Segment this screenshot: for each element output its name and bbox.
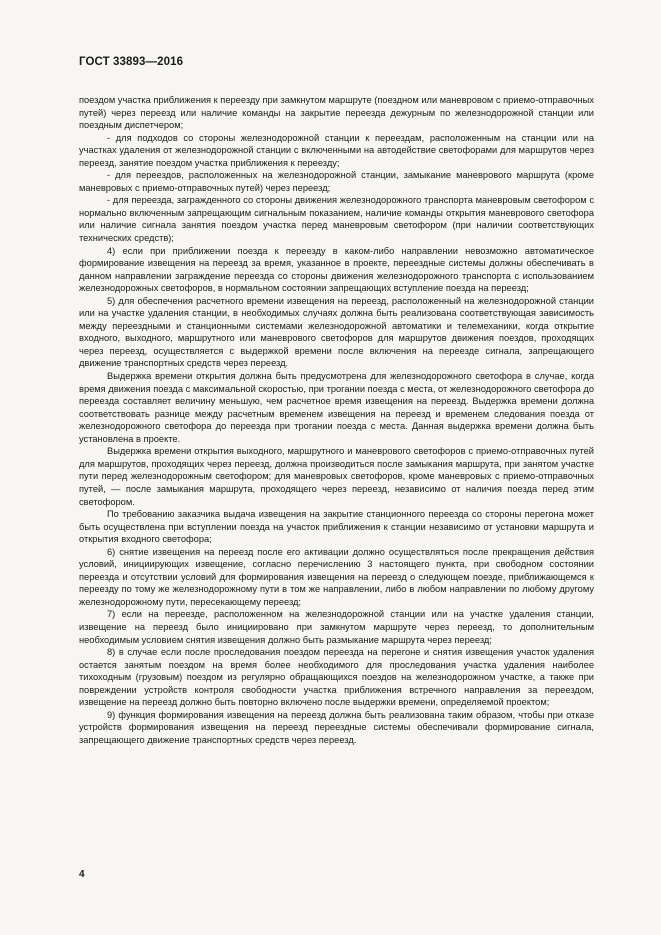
paragraph: - для переезда, загражденного со стороны движения железнодорожного транспорта маневровым светофором с нормально включенным запрещающим сигнальным показанием, наличие команды открытия маневрового светофора или наличие сигнала занятия поездом участка перед маневровым светофором (при наличии соответствующих технических средств); bbox=[79, 195, 594, 244]
paragraph: 9) функция формирования извещения на переезд должна быть реализована таким образом, чтобы при отказе устройств формирования извещения на переезд переездные системы обеспечивали формирование сигнала, запрещающего движение транспортных средств через переезд. bbox=[79, 709, 594, 745]
document-header: ГОСТ 33893—2016 bbox=[79, 56, 184, 68]
paragraph: 8) в случае если после проследования поездом переезда на перегоне и снятия извещения участок удаления остается занятым поездом на время более необходимого для проследования участка удаления наиболее тихоходным (грузовым) поездом из регулярно обращающихся поездов на железнодорожном участке, а также при повреждении устройств контроля свободности участка приближения встречного направления за переездом, извещение на переезд должно быть повторно включено после выдержки времени, определяемой проектом; bbox=[79, 647, 594, 708]
paragraph: - для переездов, расположенных на железнодорожной станции, замыкание маневрового маршрута (кроме маневровых с приемо-отправочных путей) через переезд; bbox=[79, 170, 594, 193]
paragraph: Выдержка времени открытия должна быть предусмотрена для железнодорожного светофора в случае, когда время движения поезда с максимальной скоростью, при трогании поезда с места, от железнодорожного светофора до переезда составляет величину меньшую, чем расчетное время извещения на переезд. Выдержка времени должна соответствовать разнице между расчетным временем извещения на переезд и временем следования поезда от железнодорожного светофора до переезда при трогании поезда с места. Данная выдержка времени должна быть установлена в проекте. bbox=[79, 371, 594, 444]
page-number: 4 bbox=[79, 869, 85, 880]
paragraph: 7) если на переезде, расположенном на железнодорожной станции или на участке удаления станции, извещение на переезд было инициировано при замкнутом маршруте через переезд, то дополнительным необходимым условием снятия извещения должно быть размыкание маршрута через переезд; bbox=[79, 609, 594, 645]
document-body bbox=[79, 94, 594, 746]
paragraph: 6) снятие извещения на переезд после его активации должно осуществляться после прекращения действия условий, инициирующих извещение, согласно перечислению 3 настоящего пункта, при свободном состоянии переезда и отсутствии условий для формирования извещения на переезд о следующем поезде, приближающемся к переезду по тому же железнодорожному пути в том же направлении, либо в любом направлении по любому другому железнодорожному пути, пересекающему переезд; bbox=[79, 546, 594, 607]
paragraph: Выдержка времени открытия выходного, маршрутного и маневрового светофоров с приемо-отправочных путей для маршрутов, проходящих через переезд, должна производиться после замыкания маршрута, при занятом участке пути перед железнодорожным светофором; для маневровых светофоров, кроме маневровых с приемо-отправочных путей, — после замыкания маршрута, проходящего через переезд, независимо от наличия поезда перед этим светофором. bbox=[79, 446, 594, 507]
paragraph: 4) если при приближении поезда к переезду в каком-либо направлении невозможно автоматическое формирование извещения на переезд за время, указанное в проекте, переездные системы должны обеспечивать в данном направлении заграждение переезда со стороны движения железнодорожного транспорта с использованием железнодорожных светофоров, в нормальном состоянии запрещающих вступление поезда на переезд; bbox=[79, 245, 594, 294]
paragraph: По требованию заказчика выдача извещения на закрытие станционного переезда со стороны перегона может быть осуществлена при вступлении поезда на участок приближения к станции независимо от установки маршрута и открытия входного светофора; bbox=[79, 509, 594, 545]
paragraph: 5) для обеспечения расчетного времени извещения на переезд, расположенный на железнодорожной станции или на участке удаления станции, в необходимых случаях должна быть реализована соответствующая зависимость между переездными и станционными системами железнодорожной автоматики и телемеханики, когда открытие входного, выходного, маршрутного или маневрового светофоров для маршрутов движения поездов, проходящих через переезд, осуществляется с выдержкой времени после включения на переезде сигнала, запрещающего движение транспортных средств через переезд. bbox=[79, 295, 594, 369]
paragraph: поездом участка приближения к переезду при замкнутом маршруте (поездном или маневровом с приемо-отправочных путей) через переезд или наличие команды на закрытие переезда дежурным по железнодорожной станции или поездным диспетчером; bbox=[79, 95, 595, 131]
paragraph: - для подходов со стороны железнодорожной станции к переездам, расположенным на станции или на участках удаления от железнодорожной станции с включенными на автодействие светофорами для маршрутов через переезд, занятие поездом участка приближения к переезду; bbox=[79, 132, 594, 168]
